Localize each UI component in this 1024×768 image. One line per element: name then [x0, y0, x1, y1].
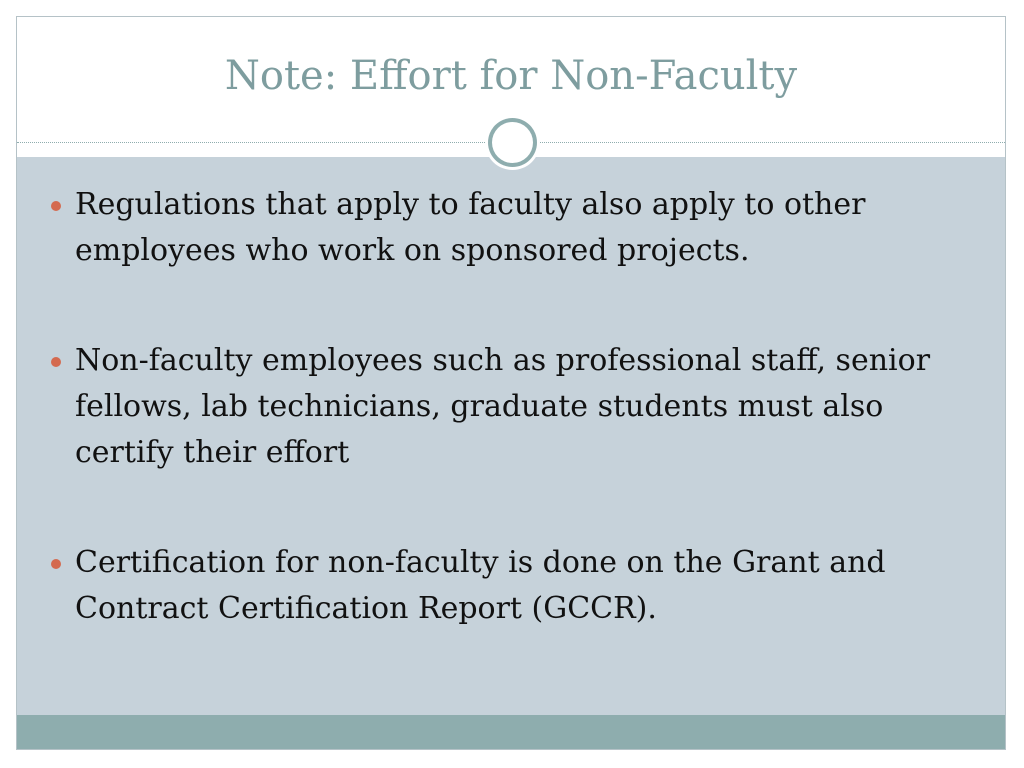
round-bullet-icon	[51, 559, 61, 569]
round-bullet-icon	[51, 201, 61, 211]
slide-frame	[16, 16, 1006, 750]
bullet-item	[47, 182, 967, 274]
bullet-text: Certification for non-faculty is done on the Grant and Contract Certification Report (GCCR).	[75, 545, 886, 626]
bullet-text: Non-faculty employees such as professional staff, senior fellows, lab technicians, graduate students must also certify their effort	[75, 343, 931, 470]
bullet-text: Regulations that apply to faculty also apply to other employees who work on sponsored projects.	[75, 187, 866, 268]
bullet-item	[47, 338, 967, 476]
bullet-item	[47, 540, 967, 632]
slide-title: Note: Effort for Non-Faculty	[224, 53, 798, 99]
bullet-list	[47, 182, 967, 632]
round-bullet-icon	[51, 357, 61, 367]
ring-ornament-center	[492, 122, 533, 163]
footer-bar	[17, 715, 1005, 750]
